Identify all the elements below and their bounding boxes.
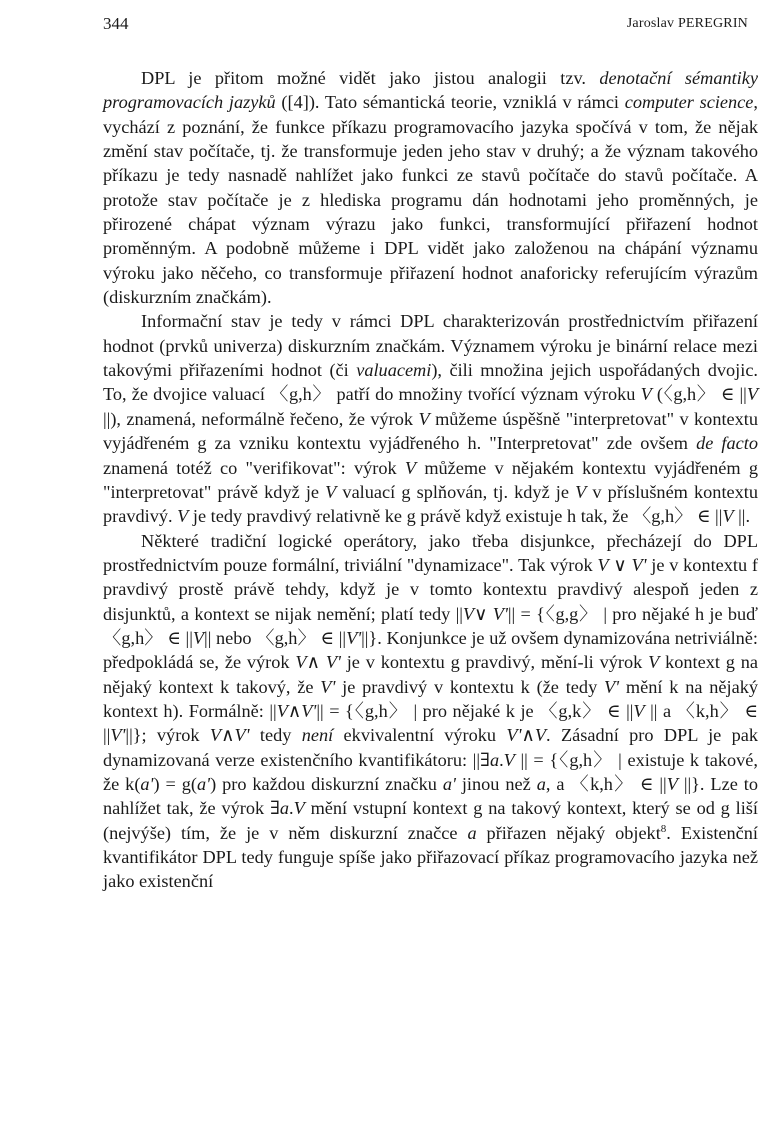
paragraph-logical-operators: Některé tradiční logické operátory, jako třeba disjunkce, přecházejí do DPL prostřednictvím pouze formální, triviální "dynamizace". Tak výrok V ∨ V' je v kontextu f pravdivý prostě právě tehdy, když je v tomto kontextu pravdivý alespoň jeden z disjunktů, a kontext se nijak nemění; platí tedy ||V∨ V'|| = {〈g,g〉 | pro nějaké h je buď 〈g,h〉 ∈ ||V|| nebo 〈g,h〉 ∈ ||V'||}. Konjunkce je už ovšem dynamizována netriviálně: předpokládá se, že výrok V∧ V' je v kontextu g pravdivý, mění-li výrok V kontext g na nějaký kontext k takový, že V' je pravdivý v kontextu k (že tedy V' mění k na nějaký kontext h). Formálně: ||V∧V'|| = {〈g,h〉 | pro nějaké k je 〈g,k〉 ∈ ||V || a 〈k,h〉 ∈ ||V'||}; výrok V∧V' tedy není ekvivalentní výroku V'∧V. Zásadní pro DPL je pak dynamizovaná verze existenčního kvantifikátoru: ||∃a.V || = {〈g,h〉 | existuje k takové, že k(a') = g(a') pro každou diskurzní značku a' jinou než a, a 〈k,h〉 ∈ ||V ||}. Lze to nahlížet tak, že výrok ∃a.V mění vstupní kontext g na takový kontext, který se od g liší (nejvýše) tím, že je v něm diskurzní značce a přiřazen nějaký objekt$^8$. Existenční kvantifikátor DPL tedy funguje spíše jako přiřazovací příkaz programovacího jazyka než jako existenční bbox=[103, 530, 759, 892]
running-header-author: Jaroslav PEREGRIN bbox=[626, 16, 748, 31]
page-number: 344 bbox=[103, 14, 129, 33]
paragraph-information-state: Informační stav je tedy v rámci DPL charakterizován prostřednictvím přiřazení hodnot (prvků univerza) diskurzním značkám. Významem výroku je binární relace mezi takovými přiřazeními hodnot (či valuacemi), čili množina jejich uspořádaných dvojic. To, že dvojice valuací 〈g,h〉 patří do množiny tvořící význam výroku V (〈g,h〉 ∈ ||V ||), znamená, neformálně řečeno, že výrok V můžeme úspěšně "interpretovat" v kontextu vyjádřeném g za vzniku kontextu vyjádřeného h. "Interpretovat" zde ovšem de facto znamená totéž co "verifikovat": výrok V můžeme v nějakém kontextu vyjádřeném g "interpretovat" právě když je V valuací g splňován, tj. když je V v příslušném kontextu pravdivý. V je tedy pravdivý relativně ke g právě když existuje h tak, že 〈g,h〉 ∈ ||V ||. bbox=[103, 311, 759, 527]
body-text bbox=[103, 66, 758, 894]
paragraph-dpl-analogy: DPL je přitom možné vidět jako jistou analogii tzv. denotační sémantiky programovacích jazyků ([4]). Tato sémantická teorie, vzniklá v rámci computer science, vychází z poznání, že funkce příkazu programovacího jazyka spočívá v tom, že nějak změní stav počítače, tj. že transformuje jeden jeho stav v druhý; a že význam takového příkazu je tedy nasnadě nahlížet jako funkci ze stavů počítače do stavů počítače. A protože stav počítače je z hlediska programu dán hodnotami jeho proměnných, je přirozené chápat význam výrazu jako funkci, transformující přiřazení hodnot proměnným. A podobně můžeme i DPL vidět jako založenou na chápání významu výroku jako něčeho, co transformuje přiřazení hodnot anaforicky referujícím výrazům (diskurzním značkám). bbox=[103, 68, 758, 308]
